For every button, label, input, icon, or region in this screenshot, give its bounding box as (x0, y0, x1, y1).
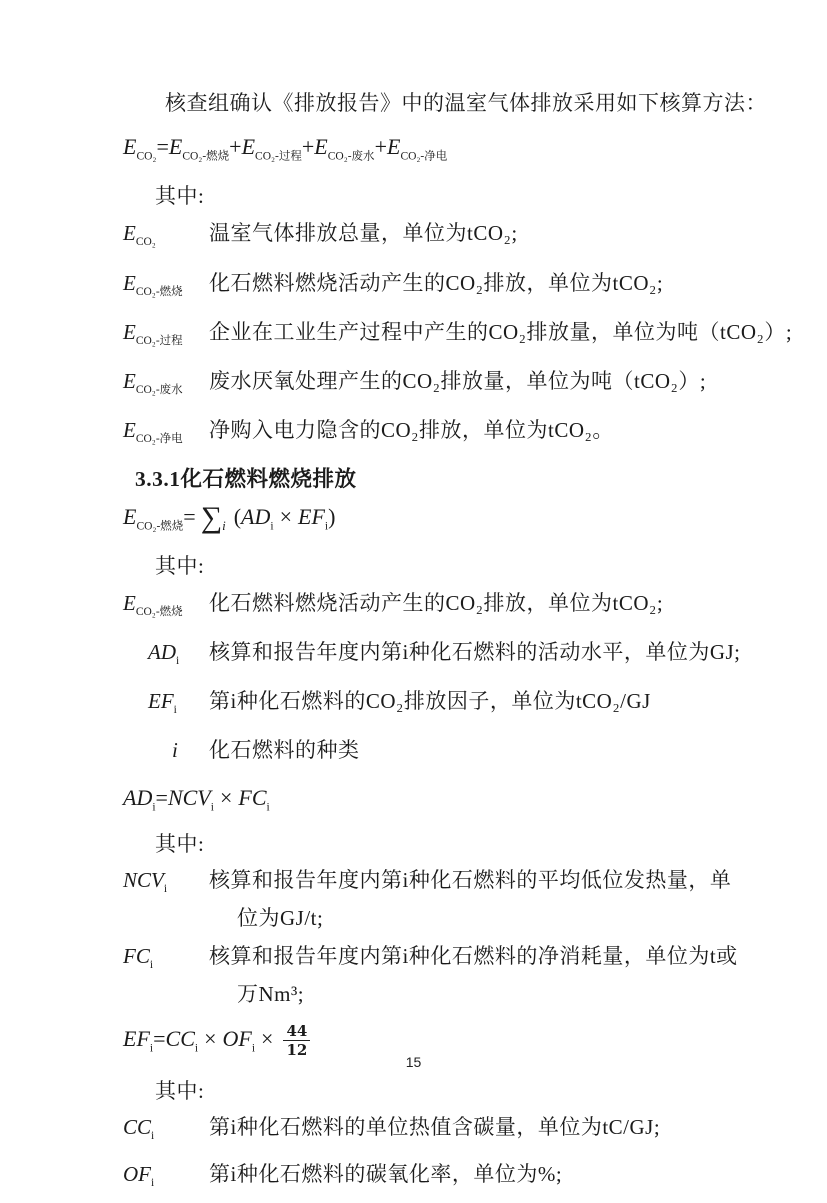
definition-desc: 化石燃料燃烧活动产生的CO₂排放，单位为tCO₂; (209, 590, 664, 615)
term-symbol: CC (123, 1115, 152, 1140)
term-symbol: FC (123, 943, 150, 968)
fraction-numerator: 44 (283, 1022, 310, 1041)
among-label: 其中: (155, 184, 205, 209)
definition-term (123, 312, 209, 361)
term-symbol: E (123, 319, 136, 344)
definition-row (123, 1155, 717, 1202)
formula-var: EF (298, 504, 325, 530)
among-label: 其中: (155, 831, 205, 856)
definition-term (123, 583, 209, 632)
formula-subscript: i (270, 520, 274, 533)
definition-row (123, 583, 717, 632)
section-heading: 3.3.1化石燃料燃烧排放 (135, 467, 357, 492)
equals-sign: = (153, 1025, 166, 1051)
term-symbol: NCV (123, 867, 164, 892)
definition-term (123, 730, 209, 779)
definition-term (123, 1108, 209, 1155)
formula-subscript: i (324, 520, 329, 533)
definition-term (123, 681, 209, 730)
formula-subscript: i (210, 801, 214, 814)
right-paren: ) (328, 504, 336, 530)
plus-sign: + (301, 134, 315, 159)
definition-term (123, 1155, 209, 1202)
term-symbol: E (123, 590, 136, 615)
formula-subscript: i (266, 801, 270, 814)
formula-subscript: i (149, 1042, 154, 1055)
term-subscript: CO₂-燃烧 (135, 605, 183, 618)
left-paren: ( (233, 504, 242, 530)
definition-desc: 第i种化石燃料的CO₂排放因子，单位为tCO₂/GJ (209, 689, 651, 714)
definition-desc: 企业在工业生产过程中产生的CO₂排放量，单位为吨（tCO₂）; (209, 319, 793, 344)
times-sign: × (204, 1025, 217, 1051)
definition-term (123, 937, 209, 1013)
definition-row (123, 213, 717, 262)
sum-icon: ∑ (200, 501, 223, 535)
formula-var: EF (123, 1025, 150, 1051)
definition-desc-line1: 核算和报告年度内第i种化石燃料的净消耗量，单位为t或 (209, 943, 738, 968)
definition-term (123, 263, 209, 312)
definition-desc-line1: 核算和报告年度内第i种化石燃料的平均低位发热量，单 (209, 867, 732, 892)
definition-desc: 废水厌氧处理产生的CO₂排放量，单位为吨（tCO₂）; (209, 368, 707, 393)
term-subscript: CO₂-净电 (135, 433, 183, 446)
term-subscript: CO₂ (135, 236, 156, 249)
term-symbol: E (123, 221, 136, 246)
definition-desc: 第i种化石燃料的单位热值含碳量，单位为tC/GJ; (209, 1115, 661, 1140)
formula-subscript: CO₂-过程 (255, 150, 302, 163)
plus-sign: + (229, 134, 242, 159)
formula-var: E (314, 134, 328, 159)
term-symbol: EF (148, 689, 174, 714)
term-symbol: AD (148, 639, 176, 664)
plus-sign: + (374, 134, 387, 159)
definition-row (123, 361, 717, 410)
definition-row (123, 861, 732, 937)
formula-var: OF (222, 1025, 252, 1051)
formula-var: E (386, 134, 401, 159)
definition-desc: 净购入电力隐含的CO₂排放，单位为tCO₂。 (209, 418, 614, 443)
term-subscript: i (149, 959, 154, 972)
term-subscript: i (173, 704, 177, 717)
formula-subscript: i (194, 1042, 199, 1055)
definitions-combustion (123, 583, 741, 780)
definition-term (123, 632, 209, 681)
equals-sign: = (155, 785, 168, 811)
formula-fuel-combustion (123, 495, 717, 548)
formula-subscript: CO₂-燃烧 (182, 150, 230, 163)
formula-var: NCV (167, 785, 211, 811)
definition-desc-line2: 位为GJ/t; (237, 905, 324, 930)
definitions-total (123, 213, 793, 459)
term-subscript: CO₂-燃烧 (135, 285, 183, 298)
definition-term (123, 861, 209, 937)
definition-row (123, 681, 717, 730)
intro-paragraph: 核查组确认《排放报告》中的温室气体排放采用如下核算方法： (165, 91, 767, 115)
definition-desc: 化石燃料燃烧活动产生的CO₂排放，单位为tCO₂; (209, 270, 664, 295)
term-symbol: E (123, 368, 136, 393)
term-symbol: OF (123, 1162, 151, 1187)
formula-total-emissions (123, 130, 717, 173)
term-subscript: i (151, 1177, 155, 1190)
definition-term (123, 410, 209, 459)
definition-row (123, 263, 717, 312)
definition-row (123, 312, 793, 361)
definitions-factor (123, 1108, 717, 1202)
fraction-denominator: 12 (286, 1041, 308, 1060)
term-subscript: CO₂-过程 (135, 334, 183, 347)
formula-var: E (241, 134, 256, 159)
term-subscript: i (151, 1130, 155, 1143)
times-sign: × (261, 1025, 274, 1051)
among-label: 其中: (155, 553, 205, 578)
definition-row (123, 1108, 717, 1155)
equals-sign: = (183, 504, 196, 530)
formula-var: E (168, 134, 183, 159)
definition-desc: 核算和报告年度内第i种化石燃料的活动水平，单位为GJ; (209, 639, 741, 664)
definition-desc: 化石燃料的种类 (209, 738, 360, 763)
page-number: 15 (405, 1054, 422, 1070)
formula-var: E (123, 134, 137, 159)
definition-row (123, 937, 738, 1013)
formula-subscript: CO₂-燃烧 (136, 520, 184, 533)
formula-var: AD (123, 785, 153, 811)
definition-row (123, 730, 717, 779)
definition-term (123, 213, 209, 262)
formula-subscript: CO₂ (136, 150, 157, 163)
term-symbol: E (123, 418, 136, 443)
definition-desc: 温室气体排放总量，单位为tCO₂; (209, 221, 518, 246)
formula-activity-data (123, 779, 717, 826)
definitions-activity (123, 861, 738, 1013)
definition-row (123, 410, 717, 459)
term-subscript: CO₂-废水 (135, 384, 183, 397)
formula-subscript: i (251, 1042, 256, 1055)
definition-desc (209, 937, 738, 1013)
times-sign: × (279, 504, 292, 530)
formula-var: E (123, 504, 137, 530)
formula-var: AD (241, 504, 271, 530)
term-subscript: i (176, 655, 180, 668)
formula-var: FC (238, 785, 267, 811)
formula-subscript: CO₂-废水 (327, 150, 375, 163)
formula-subscript: i (152, 801, 156, 814)
equals-sign: = (156, 134, 169, 159)
sum-index: i (222, 517, 226, 533)
term-symbol: i (172, 738, 178, 763)
definition-desc: 第i种化石燃料的碳氧化率，单位为%; (209, 1162, 563, 1187)
formula-subscript: CO₂-净电 (400, 150, 448, 163)
formula-var: CC (165, 1025, 195, 1051)
definition-desc-line2: 万Nm³; (237, 981, 305, 1006)
times-sign: × (219, 785, 233, 811)
definition-desc (209, 861, 731, 937)
among-label: 其中: (155, 1079, 205, 1104)
definition-row (123, 632, 741, 681)
definition-term (123, 361, 209, 410)
term-subscript: i (163, 883, 168, 896)
term-symbol: E (123, 270, 136, 295)
